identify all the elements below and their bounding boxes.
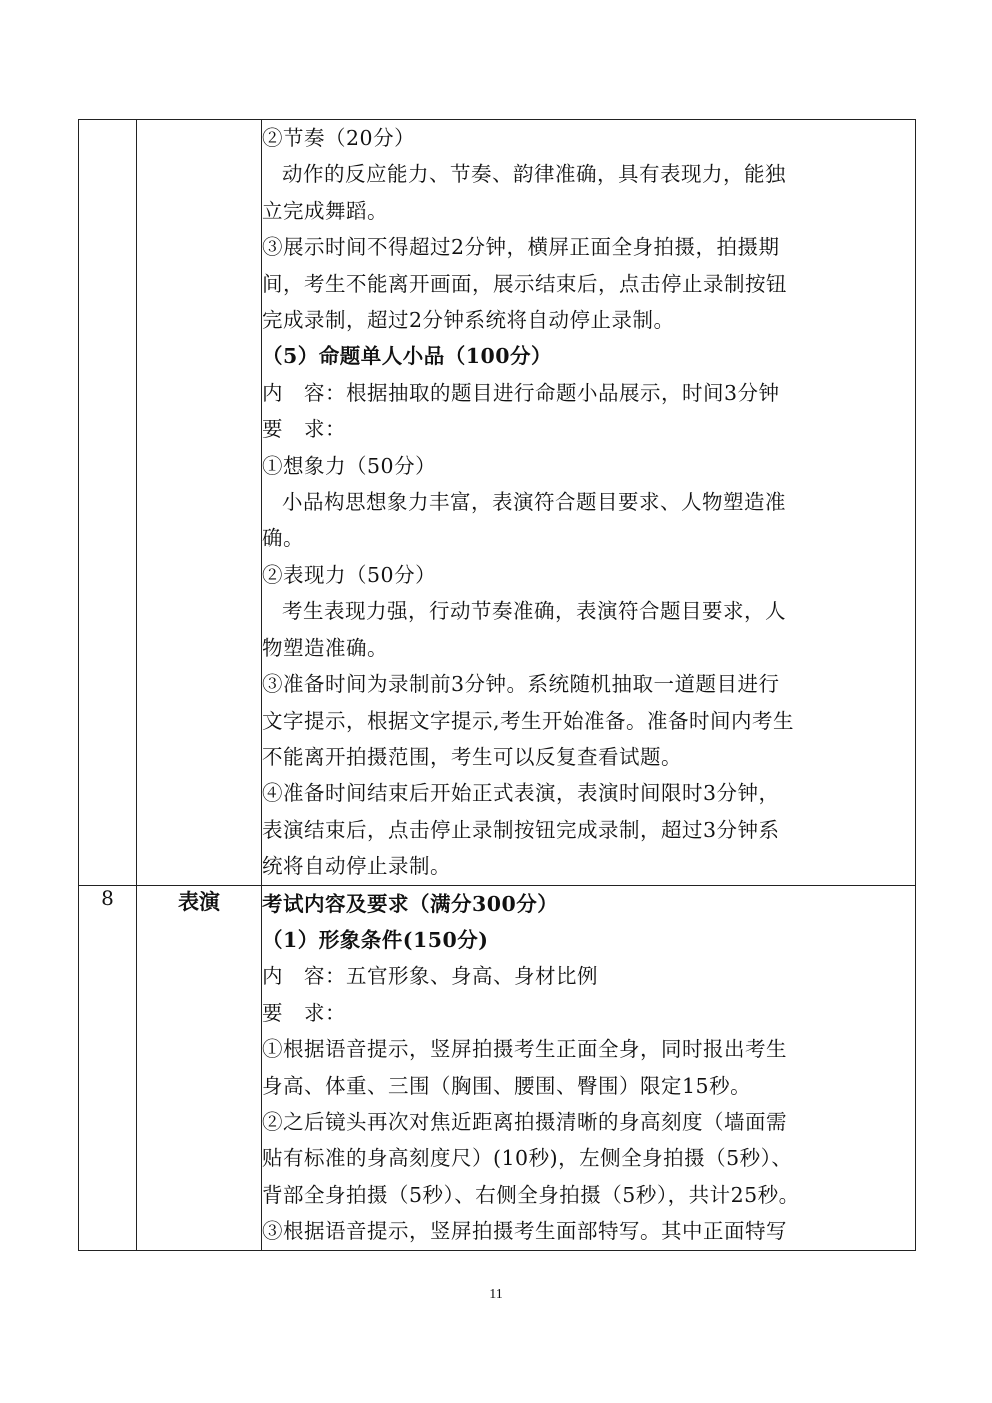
text-line: 文字提示，根据文字提示,考生开始准备。准备时间内考生 bbox=[262, 708, 795, 733]
text-line: ③准备时间为录制前3分钟。系统随机抽取一道题目进行 bbox=[262, 672, 780, 697]
requirements-table bbox=[78, 119, 916, 1251]
text-line: 确。 bbox=[262, 526, 304, 551]
text-line: 立完成舞蹈。 bbox=[262, 198, 388, 223]
section-heading: （1）形象条件(150分) bbox=[262, 927, 489, 952]
section-heading: 考试内容及要求（满分300分） bbox=[262, 891, 559, 916]
content-cell bbox=[262, 885, 916, 1250]
text-line: ①想象力（50分） bbox=[262, 453, 437, 478]
row-number-cell bbox=[79, 120, 137, 886]
text-line: 背部全身拍摄（5秒）、右侧全身拍摄（5秒），共计25秒。 bbox=[262, 1182, 800, 1207]
text-line: 要 求： bbox=[262, 417, 346, 442]
text-line: 完成录制，超过2分钟系统将自动停止录制。 bbox=[262, 308, 675, 333]
table-row bbox=[79, 885, 916, 1250]
row-number-cell: 8 bbox=[79, 885, 137, 1250]
text-line: ③展示时间不得超过2分钟，横屏正面全身拍摄，拍摄期 bbox=[262, 235, 780, 260]
text-line: 动作的反应能力、节奏、韵律准确，具有表现力，能独 bbox=[282, 162, 786, 187]
table-row bbox=[79, 120, 916, 886]
text-line: 表演结束后，点击停止录制按钮完成录制，超过3分钟系 bbox=[262, 817, 780, 842]
text-line: ②之后镜头再次对焦近距离拍摄清晰的身高刻度（墙面需 bbox=[262, 1109, 787, 1134]
text-line: ④准备时间结束后开始正式表演，表演时间限时3分钟， bbox=[262, 781, 780, 806]
text-line: 要 求： bbox=[262, 1000, 346, 1025]
text-line: 小品构思想象力丰富，表演符合题目要求、人物塑造准 bbox=[282, 490, 786, 515]
text-line: ②节奏（20分） bbox=[262, 126, 416, 150]
text-line: 物塑造准确。 bbox=[262, 635, 388, 660]
text-line: ①根据语音提示，竖屏拍摄考生正面全身，同时报出考生 bbox=[262, 1037, 787, 1062]
text-line: ③根据语音提示，竖屏拍摄考生面部特写。其中正面特写 bbox=[262, 1219, 787, 1244]
section-heading: （5）命题单人小品（100分） bbox=[262, 344, 553, 369]
text-line: 内 容：根据抽取的题目进行命题小品展示，时间3分钟 bbox=[262, 380, 780, 405]
text-line: 不能离开拍摄范围，考生可以反复查看试题。 bbox=[262, 744, 682, 769]
text-line: ②表现力（50分） bbox=[262, 562, 437, 587]
text-line: 间，考生不能离开画面，展示结束后，点击停止录制按钮 bbox=[262, 271, 787, 296]
text-line: 考生表现力强，行动节奏准确，表演符合题目要求，人 bbox=[282, 599, 786, 624]
text-line: 内 容：五官形象、身高、身材比例 bbox=[262, 964, 598, 989]
page-number: 11 bbox=[489, 1287, 503, 1302]
text-line: 统将自动停止录制。 bbox=[262, 854, 451, 879]
subject-cell bbox=[137, 120, 262, 886]
text-line: 贴有标准的身高刻度尺）(10秒)，左侧全身拍摄（5秒）、 bbox=[262, 1146, 793, 1171]
content-cell bbox=[262, 120, 916, 886]
subject-cell: 表演 bbox=[137, 885, 262, 1250]
text-line: 身高、体重、三围（胸围、腰围、臀围）限定15秒。 bbox=[262, 1073, 752, 1098]
